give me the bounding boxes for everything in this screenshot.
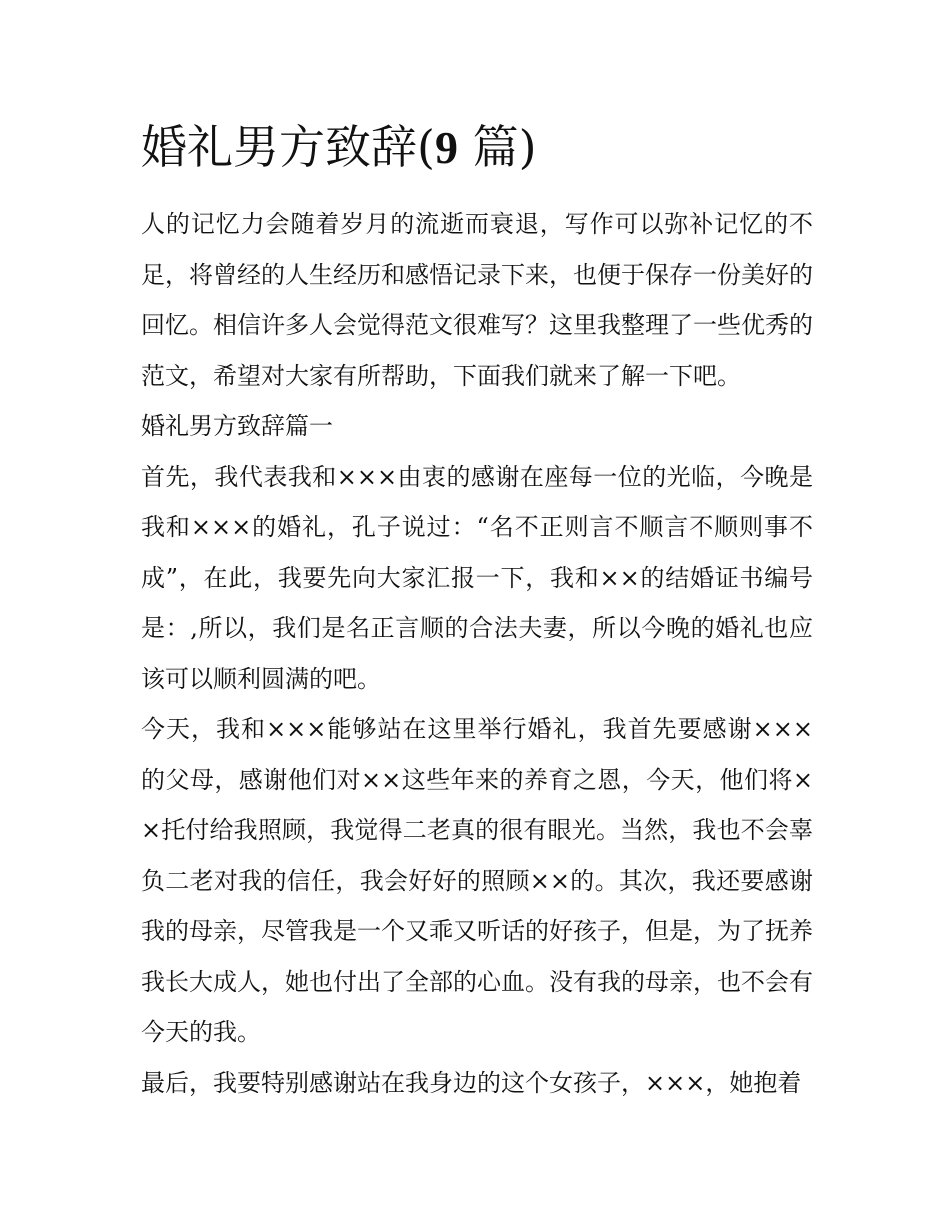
section-heading: 婚礼男方致辞篇一 <box>141 412 333 440</box>
title-suffix: 篇) <box>457 120 537 174</box>
body-paragraph-3: 最后，我要特别感谢站在我身边的这个女孩子，×××，她抱着 <box>141 1068 802 1097</box>
title-number: 9 <box>434 122 458 173</box>
body-paragraph-2: 今天，我和×××能够站在这里举行婚礼，我首先要感谢×××的父母，感谢他们对××这些年来的养育之恩，今天，他们将××托付给我照顾，我觉得二老真的很有眼光。当然，我也不会辜负二老对我的信任，我会好好的照顾××的。其次，我还要感谢我的母亲，尽管我是一个又乖又听话的好孩子，但是，为了抚养我长大成人，她也付出了全部的心血。没有我的母亲，也不会有今天的我。 <box>141 715 813 1046</box>
title-prefix: 婚礼男方致辞( <box>141 120 435 174</box>
document-body <box>141 118 813 1108</box>
document-title <box>141 118 813 177</box>
intro-paragraph: 人的记忆力会随着岁月的流逝而衰退，写作可以弥补记忆的不足，将曾经的人生经历和感悟记录下来，也便于保存一份美好的回忆。相信许多人会觉得范文很难写？这里我整理了一些优秀的范文，希望对大家有所帮助，下面我们就来了解一下吧。 <box>141 210 813 390</box>
body-paragraph-1: 首先，我代表我和×××由衷的感谢在座每一位的光临，今晚是我和×××的婚礼，孔子说过：“名不正则言不顺言不顺则事不成”，在此，我要先向大家汇报一下，我和××的结婚证书编号是：,所以，我们是名正言顺的合法夫妻，所以今晚的婚礼也应该可以顺利圆满的吧。 <box>141 462 813 693</box>
